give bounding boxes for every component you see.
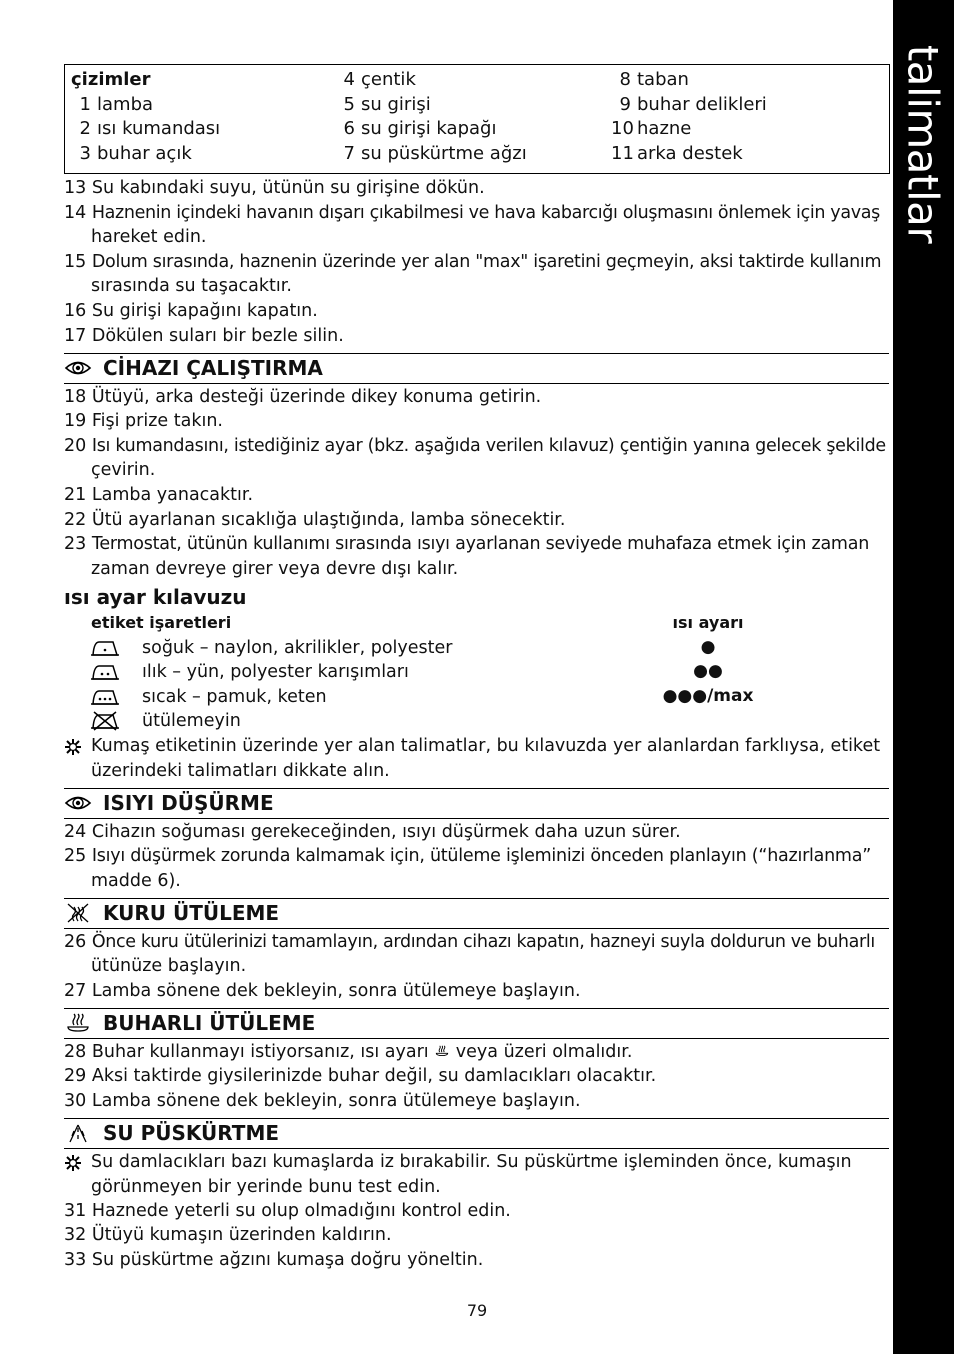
heat-setting-header: ısı ayarı xyxy=(672,613,744,632)
part-item: 1 lamba xyxy=(79,93,154,115)
section-title: CİHAZI ÇALIŞTIRMA xyxy=(103,356,323,380)
iron-two-dots-icon xyxy=(90,662,120,682)
step-23-continued: zaman devreye girer veya devre dışı kalır. xyxy=(91,559,459,579)
step-20: 20 Isı kumandasını, istediğiniz ayar (bkz. aşağıda verilen kılavuz) çentiğin yanına gelecek şekilde xyxy=(64,436,886,456)
spray-icon xyxy=(64,1123,92,1143)
guide-note-continued: üzerindeki talimatları dikkate alın. xyxy=(91,761,390,781)
step-28: 28 Buhar kullanmayı istiyorsanız, ısı ayarı veya üzeri olmalıdır. xyxy=(64,1042,633,1062)
step-25: 25 Isıyı düşürmek zorunda kalmamak için, ütüleme işleminizi önceden planlayın (“hazırlanma” xyxy=(64,846,872,866)
part-item: 7 su püskürtme ağzı xyxy=(343,142,527,164)
step-20-continued: çevirin. xyxy=(91,460,156,480)
part-item: 2 ısı kumandası xyxy=(79,118,221,139)
step-27: 27 Lamba sönene dek bekleyin, sonra ütülemeye başlayın. xyxy=(64,981,581,1001)
step-18: 18 Ütüyü, arka desteği üzerinde dikey konuma getirin. xyxy=(64,387,542,407)
parts-column-2 xyxy=(341,68,527,166)
section-operate-header xyxy=(64,353,889,384)
section-title: ISIYI DÜŞÜRME xyxy=(103,791,274,815)
guide-row-label: ütülemeyin xyxy=(142,711,241,731)
step-24: 24 Cihazın soğuması gerekeceğinden, ısıyı düşürmek daha uzun sürer. xyxy=(64,822,681,842)
step-23: 23 Termostat, ütünün kullanımı sırasında ısıyı ayarlanan seviyede muhafaza etmek için zaman xyxy=(64,534,870,554)
step-22: 22 Ütü ayarlanan sıcaklığa ulaştığında, lamba sönecektir. xyxy=(64,510,566,530)
step-26-continued: ütünüze başlayın. xyxy=(91,956,247,976)
part-item: 9 buhar delikleri xyxy=(619,93,767,115)
parts-legend-box xyxy=(64,64,890,174)
step-14: 14 Haznenin içindeki havanın dışarı çıkabilmesi ve hava kabarcığı oluşmasını önlemek için yavaş xyxy=(64,203,880,223)
guide-row-setting: ●●●/max xyxy=(662,686,754,706)
heat-guide-heading: ısı ayar kılavuzu xyxy=(64,585,247,609)
warning-star-icon xyxy=(64,738,82,756)
guide-row-label: sıcak – pamuk, keten xyxy=(142,687,327,707)
step-13: 13 Su kabındaki suyu, ütünün su girişine dökün. xyxy=(64,178,485,198)
section-title: KURU ÜTÜLEME xyxy=(103,901,280,925)
step-29: 29 Aksi taktirde giysilerinizde buhar değil, su damlacıkları olacaktır. xyxy=(64,1066,657,1086)
warning-star-icon xyxy=(64,1154,82,1172)
section-cool-header xyxy=(64,788,889,819)
section-title: SU PÜSKÜRTME xyxy=(103,1121,280,1145)
no-steam-icon xyxy=(64,903,92,923)
part-item: 3 buhar açık xyxy=(79,142,192,164)
step-17: 17 Dökülen suları bir bezle silin. xyxy=(64,326,344,346)
step-19: 19 Fişi prize takın. xyxy=(64,411,223,431)
part-item: 6 su girişi kapağı xyxy=(343,118,497,139)
section-dry-header xyxy=(64,898,889,929)
part-item: 4 çentik xyxy=(343,69,416,90)
part-item: 10 hazne xyxy=(611,118,692,139)
do-not-iron-icon xyxy=(90,711,120,731)
step-31: 31 Haznede yeterli su olup olmadığını kontrol edin. xyxy=(64,1201,511,1221)
guide-row-setting: ● xyxy=(700,637,716,657)
guide-row-label: ılık – yün, polyester karışımları xyxy=(142,662,409,682)
section-spray-header xyxy=(64,1118,889,1149)
guide-row-setting: ●● xyxy=(693,661,723,681)
step-21: 21 Lamba yanacaktır. xyxy=(64,485,254,505)
step-30: 30 Lamba sönene dek bekleyin, sonra ütülemeye başlayın. xyxy=(64,1091,581,1111)
eye-icon xyxy=(64,358,92,378)
spray-note-continued: görünmeyen bir yerinde bunu test edin. xyxy=(91,1177,441,1197)
parts-column-3 xyxy=(611,68,767,166)
part-item: 11 arka destek xyxy=(611,142,743,164)
section-steam-header xyxy=(64,1008,889,1039)
step-14-continued: hareket edin. xyxy=(91,227,207,247)
parts-column-1 xyxy=(71,68,220,166)
page-number: 79 xyxy=(466,1301,488,1320)
step-33: 33 Su püskürtme ağzını kumaşa doğru yöneltin. xyxy=(64,1250,484,1270)
label-symbols-header: etiket işaretleri xyxy=(91,613,232,632)
iron-three-dots-icon xyxy=(90,687,120,707)
section-title: BUHARLI ÜTÜLEME xyxy=(103,1011,316,1035)
part-item: 5 su girişi xyxy=(343,93,431,115)
sidebar-title-text: talimatlar xyxy=(898,44,948,244)
step-16: 16 Su girişi kapağını kapatın. xyxy=(64,301,318,321)
step-32: 32 Ütüyü kumaşın üzerinden kaldırın. xyxy=(64,1225,392,1245)
steam-icon xyxy=(64,1013,92,1033)
spray-note: Su damlacıkları bazı kumaşlarda iz bırakabilir. Su püskürtme işleminden önce, kumaşın xyxy=(91,1152,852,1172)
guide-row-label: soğuk – naylon, akrilikler, polyester xyxy=(142,638,453,658)
guide-note: Kumaş etiketinin üzerinde yer alan talimatlar, bu kılavuzda yer alanlardan farklıysa, etiket xyxy=(91,736,881,756)
part-item: 8 taban xyxy=(619,69,689,90)
eye-icon xyxy=(64,793,92,813)
step-25-continued: madde 6). xyxy=(91,871,181,891)
parts-heading: çizimler xyxy=(71,69,151,90)
step-15-continued: sırasında su taşacaktır. xyxy=(91,276,292,296)
steam-icon xyxy=(434,1043,450,1059)
step-15: 15 Dolum sırasında, haznenin üzerinde yer alan "max" işaretini geçmeyin, aksi taktirde kullanım xyxy=(64,252,882,272)
step-26: 26 Önce kuru ütülerinizi tamamlayın, ardından cihazı kapatın, hazneyi suyla doldurun ve buharlı xyxy=(64,932,875,952)
sidebar-title xyxy=(893,0,954,244)
iron-one-dot-icon xyxy=(90,638,120,658)
